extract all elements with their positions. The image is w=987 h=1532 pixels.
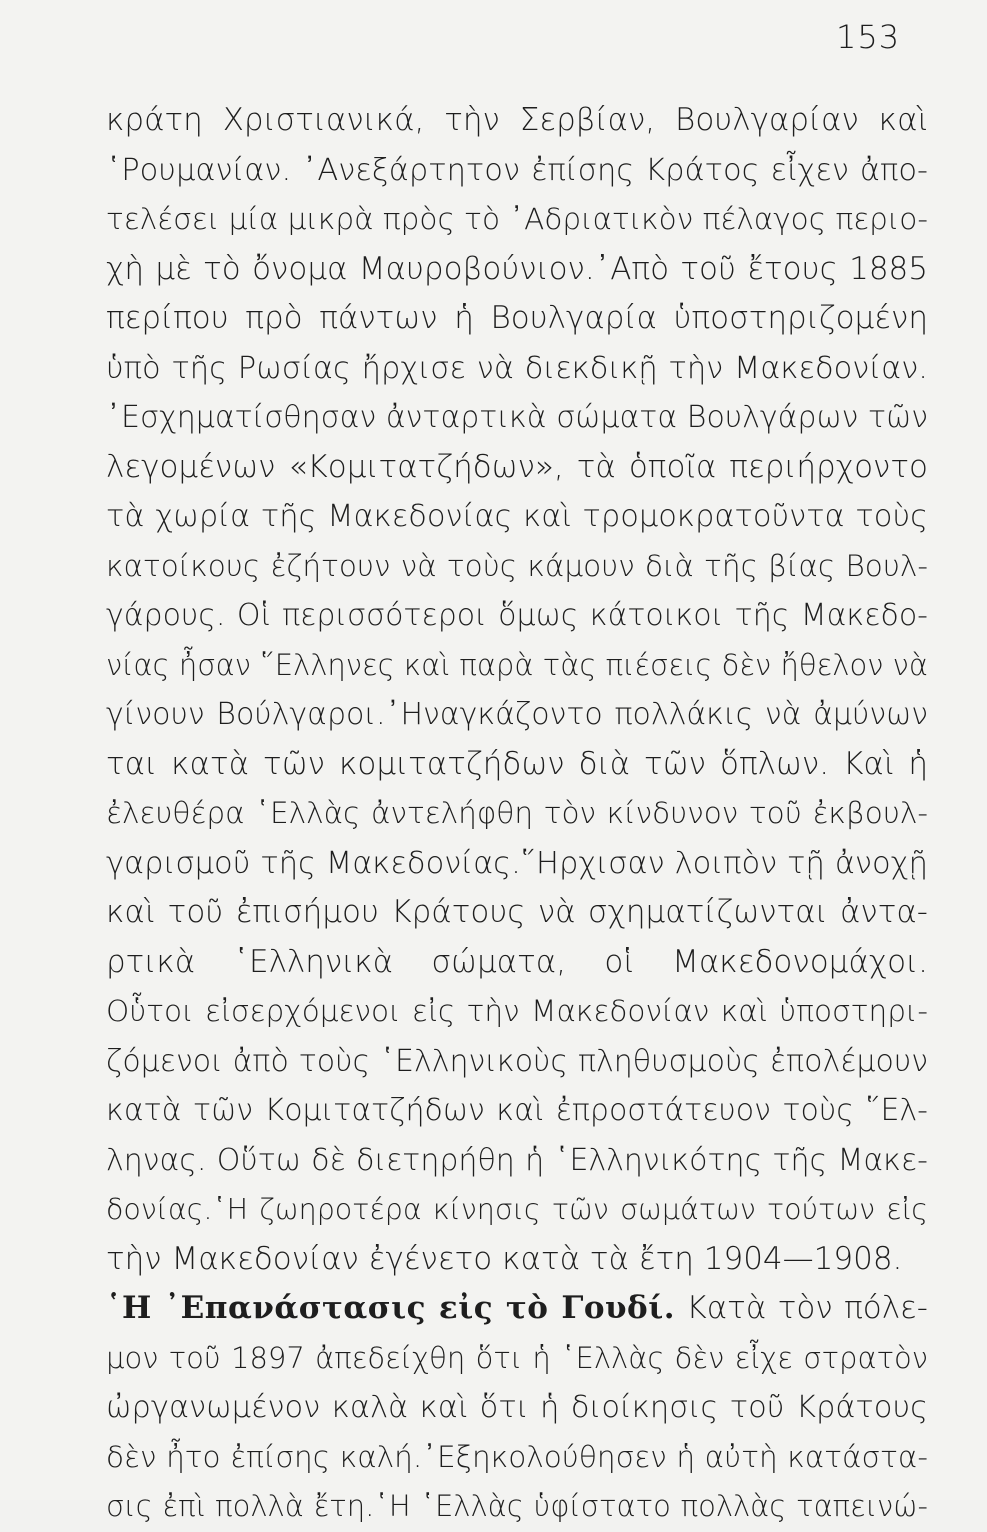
text-line-with-heading bbox=[106, 1284, 928, 1334]
text-line: ῾Ρουμανίαν. ᾿Ανεξάρτητον ἐπίσης Κράτος εἶχεν ἀπο- bbox=[106, 152, 928, 188]
text-line: γάρους. Οἱ περισσότεροι ὅμως κάτοικοι τῆς Μακεδο- bbox=[106, 598, 928, 633]
text-line: καὶ τοῦ ἐπισήμου Κράτους νὰ σχηματίζωνται ἀντα- bbox=[106, 894, 928, 930]
text-line: κατοίκους ἐζήτουν νὰ τοὺς κάμουν διὰ τῆς βίας Βουλ- bbox=[106, 548, 928, 583]
text-line: χὴ μὲ τὸ ὄνομα Μαυροβούνιον.᾿Απὸ τοῦ ἔτους 1885 bbox=[106, 250, 928, 287]
text-line: λεγομένων «Κομιτατζήδων», τὰ ὁποῖα περιήρχοντο bbox=[106, 448, 928, 485]
text-line: ρτικὰ ῾Ελληνικὰ σώματα, οἱ Μακεδονομάχοι. bbox=[106, 943, 928, 980]
page-number: 153 bbox=[836, 18, 901, 56]
text-line: δὲν ἦτο ἐπίσης καλή.᾿Εξηκολούθησεν ἡ αὐτὴ κατάστα- bbox=[106, 1439, 928, 1474]
text-line: τελέσει μία μικρὰ πρὸς τὸ ᾿Αδριατικὸν πέλαγος περιο- bbox=[106, 202, 928, 236]
text-line: ᾿Εσχηματίσθησαν ἀνταρτικὰ σώματα Βουλγάρων τῶν bbox=[106, 400, 928, 435]
text-line: τὴν Μακεδονίαν ἐγένετο κατὰ τὰ ἔτη 1904—1908. bbox=[106, 1240, 903, 1277]
text-line: ὑπὸ τῆς Ρωσίας ἤρχισε νὰ διεκδικῇ τὴν Μακεδονίαν. bbox=[106, 350, 928, 386]
text-line: ται κατὰ τῶν κομιτατζήδων διὰ τῶν ὅπλων. Καὶ ἡ bbox=[106, 745, 928, 782]
body-text bbox=[106, 96, 928, 1532]
text-line: γίνουν Βούλγαροι.᾿Ηναγκάζοντο πολλάκις νὰ ἀμύνων bbox=[106, 697, 928, 732]
text-line: μον τοῦ 1897 ἀπεδείχθη ὅτι ἡ ῾Ελλὰς δὲν εἶχε στρατὸν bbox=[106, 1340, 928, 1375]
text-line: ληνας. Οὕτω δὲ διετηρήθη ἡ ῾Ελληνικότης τῆς Μακε- bbox=[106, 1142, 928, 1178]
text-line: τὰ χωρία τῆς Μακεδονίας καὶ τρομοκρατοῦντα τοὺς bbox=[106, 499, 928, 534]
text-line: ὠργανωμένον καλὰ καὶ ὅτι ἡ διοίκησις τοῦ Κράτους bbox=[106, 1390, 928, 1425]
text-line: νίας ἦσαν ῞Ελληνες καὶ παρὰ τὰς πιέσεις δὲν ἤθελον νὰ bbox=[106, 647, 928, 682]
heading-line-continuation: Κατὰ τὸν πόλε- bbox=[675, 1290, 928, 1326]
text-line: δονίας.῾Η ζωηροτέρα κίνησις τῶν σωμάτων τούτων εἰς bbox=[106, 1193, 928, 1226]
text-line: Οὗτοι εἰσερχόμενοι εἰς τὴν Μακεδονίαν καὶ ὑποστηρι- bbox=[106, 994, 928, 1028]
section-heading: ῾Η ᾿Επανάστασις εἰς τὸ Γουδί. bbox=[106, 1290, 675, 1326]
text-line: περίπου πρὸ πάντων ἡ Βουλγαρία ὑποστηριζομένη bbox=[106, 300, 928, 336]
text-line: κράτη Χριστιανικά, τὴν Σερβίαν, Βουλγαρίαν καὶ bbox=[106, 102, 928, 138]
text-line: κατὰ τῶν Κομιτατζήδων καὶ ἐπροστάτευον τοὺς ῞Ελ- bbox=[106, 1093, 928, 1128]
text-line: σις ἐπὶ πολλὰ ἔτη.῾Η ῾Ελλὰς ὑφίστατο πολλὰς ταπεινώ- bbox=[106, 1489, 928, 1523]
text-line: γαρισμοῦ τῆς Μακεδονίας.῞Ηρχισαν λοιπὸν τῇ ἀνοχῇ bbox=[106, 845, 928, 881]
text-line: ζόμενοι ἀπὸ τοὺς ῾Ελληνικοὺς πληθυσμοὺς ἐπολέμουν bbox=[106, 1043, 928, 1079]
text-line: ἐλευθέρα ῾Ελλὰς ἀντελήφθη τὸν κίνδυνον τοῦ ἐκβουλ- bbox=[106, 796, 928, 830]
